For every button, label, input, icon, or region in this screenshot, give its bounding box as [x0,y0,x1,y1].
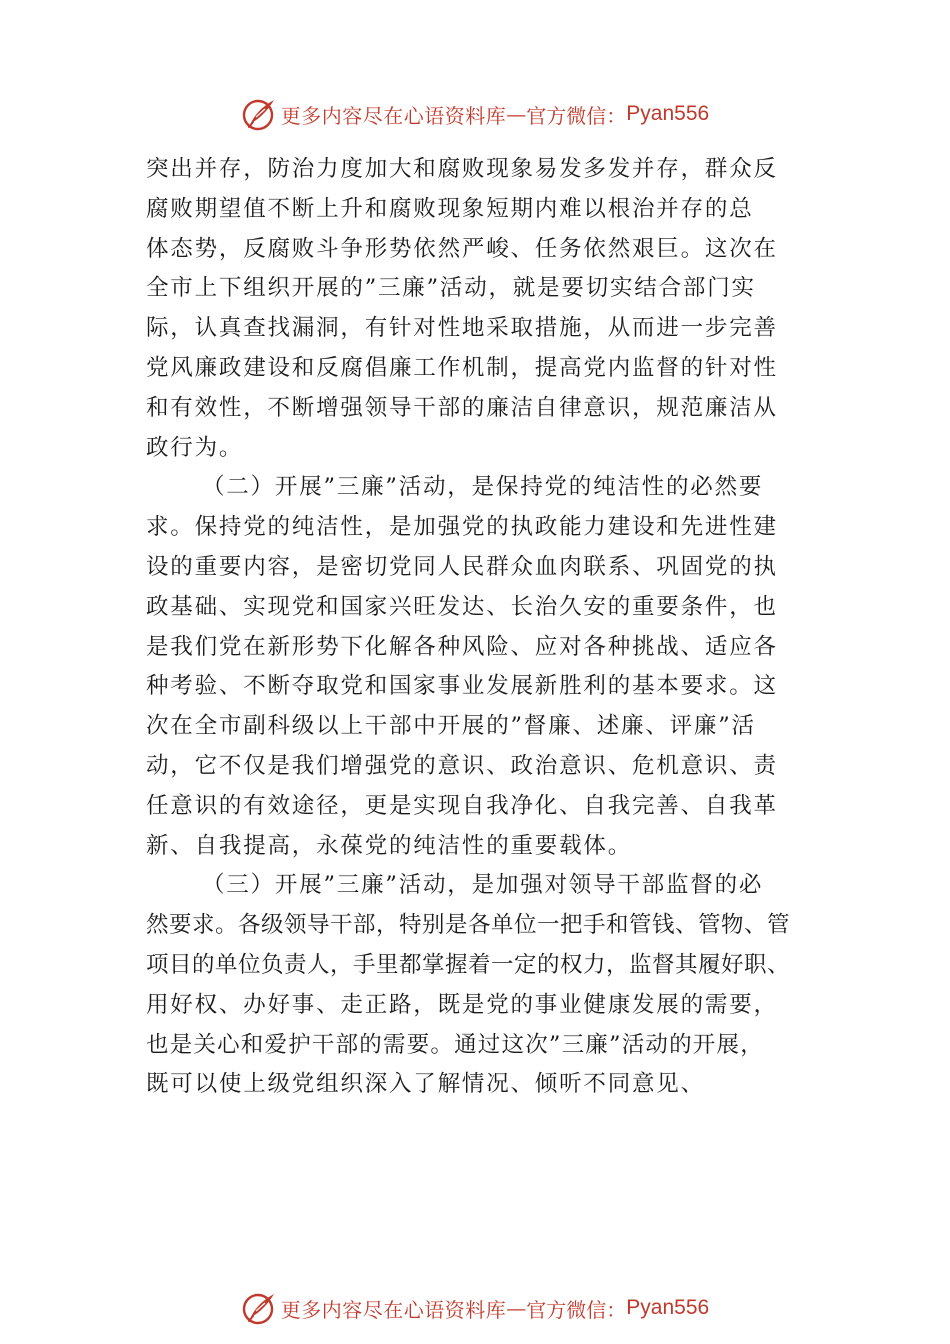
body-line: 腐败期望值不断上升和腐败现象短期内难以根治并存的总 [146,195,754,222]
banner-wechat-id: Pyan556 [626,1296,710,1319]
body-line: 求。保持党的纯洁性，是加强党的执政能力建设和先进性建 [146,514,778,541]
paragraph-heading-line: （二）开展”三廉”活动，是保持党的纯洁性的必然要 [202,474,764,501]
paragraph-heading-line: （三）开展”三廉”活动，是加强对领导干部监督的必 [202,872,764,899]
body-line: 动，它不仅是我们增强党的意识、政治意识、危机意识、责 [146,752,778,779]
header-banner [0,94,950,134]
body-line: 新、自我提高，永葆党的纯洁性的重要载体。 [146,832,633,859]
body-line: 体态势，反腐败斗争形势依然严峻、任务依然艰巨。这次在 [146,235,778,262]
footer-banner [0,1288,950,1328]
body-line: 次在全市副科级以上干部中开展的”督廉、述廉、评廉”活 [146,713,756,740]
banner-separator: — [506,102,527,126]
body-line: 然要求。各级领导干部，特别是各单位一把手和管钱、管物、管 [146,912,791,939]
banner-title: 更多内容尽在心语资料库 [280,1297,507,1322]
body-line: 项目的单位负责人，手里都掌握着一定的权力，监督其履好职、 [146,951,791,978]
body-line: 际，认真查找漏洞，有针对性地采取措施，从而进一步完善 [146,315,778,342]
body-line: 全市上下组织开展的”三廉”活动，就是要切实结合部门实 [146,275,756,302]
banner-wechat-label: 官方微信： [526,1297,627,1322]
body-line: 种考验、不断夺取党和国家事业发展新胜利的基本要求。这 [146,673,778,700]
banner-wechat-id: Pyan556 [626,102,710,125]
body-line: 也是关心和爱护干部的需要。通过这次”三廉”活动的开展， [146,1031,764,1058]
body-line: 政行为。 [146,434,244,461]
body-line: 设的重要内容，是密切党同人民群众血肉联系、巩固党的执 [146,553,778,580]
body-line: 党风廉政建设和反腐倡廉工作机制，提高党内监督的针对性 [146,354,778,381]
body-line: 突出并存，防治力度加大和腐败现象易发多发并存，群众反 [146,156,778,182]
banner-wechat-label: 官方微信： [526,103,627,128]
body-line: 和有效性，不断增强领导干部的廉洁自律意识，规范廉洁从 [146,394,778,421]
quill-logo-icon [241,96,277,132]
banner-title: 更多内容尽在心语资料库 [280,103,507,128]
body-line: 既可以使上级党组织深入了解情况、倾听不同意见、 [146,1071,705,1098]
body-line: 政基础、实现党和国家兴旺发达、长治久安的重要条件，也 [146,593,778,620]
document-body [146,150,810,1105]
banner-separator: — [506,1296,527,1320]
body-line: 是我们党在新形势下化解各种风险、应对各种挑战、适应各 [146,633,778,660]
quill-logo-icon [241,1290,277,1326]
body-line: 用好权、办好事、走正路，既是党的事业健康发展的需要， [146,991,778,1018]
body-line: 任意识的有效途径，更是实现自我净化、自我完善、自我革 [146,792,778,819]
